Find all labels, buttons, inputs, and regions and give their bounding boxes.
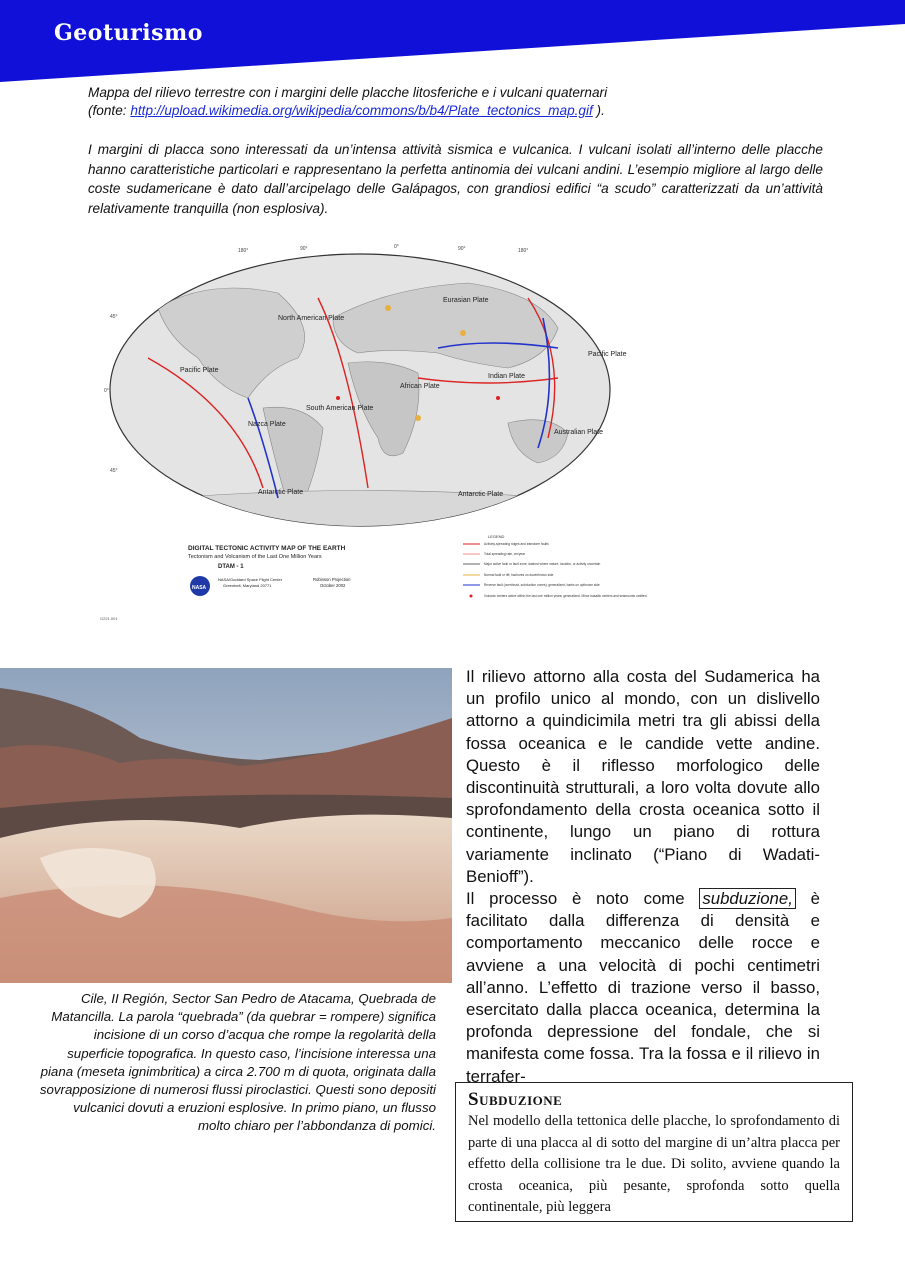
body-text-run: è facilitato dalla differenza di densità e comportamento meccanico delle rocce e avviene a una velocità di pochi centimetri all’anno. L’effetto di trazione verso il basso, esercitato dalla placca oceanica, determina la profonda depressione del fondale, che si manifesta come fossa. Tra la fossa e il rilievo in terrafer- (466, 889, 820, 1086)
map-caption-text: Mappa del rilievo terrestre con i margini delle placche litosferiche e i vulcani quaternari (88, 85, 608, 100)
longitude-label: 90° (458, 246, 466, 252)
plate-label: Australian Plate (554, 429, 604, 436)
legend-item: Normal fault or rift; hachures on downthrown side (484, 573, 554, 577)
latitude-label: 0° (104, 388, 109, 394)
map-source-link[interactable]: http://upload.wikimedia.org/wikipedia/commons/b/b4/Plate_tectonics_map.gif (130, 103, 593, 118)
map-agency: NASA/Goddard Space Flight Center (218, 577, 283, 582)
latitude-label: 45° (110, 314, 118, 320)
legend-title: LEGEND (488, 534, 505, 539)
glossary-title: Subduzione (468, 1089, 563, 1110)
map-projection: Robinson Projection (313, 577, 351, 582)
plate-label: Antarctic Plate (258, 489, 304, 496)
plate-label: African Plate (400, 383, 440, 390)
figure-id: G221.001 (100, 616, 118, 621)
plate-label: North American Plate (278, 315, 345, 322)
plate-label: Nazca Plate (248, 421, 286, 428)
plate-label: Pacific Plate (180, 367, 219, 374)
intro-paragraph: I margini di placca sono interessati da un’intensa attività sismica e vulcanica. I vulcani isolati all’interno delle placche hanno caratteristiche particolari e rappresentano la perfetta antinomia dei vulcani andini. L’esempio migliore al largo delle coste sudamericane è dato dall’arcipelago delle Galápagos, con grandiosi edifici “a scudo” caratterizzati da un’attività relativamente tranquilla (non esplosiva). (88, 142, 823, 216)
plate-label: Pacific Plate (588, 351, 627, 358)
map-subtitle: Tectonism and Volcanism of the Last One Million Years (188, 554, 322, 560)
plate-label: Indian Plate (488, 373, 525, 380)
body-paragraph (466, 888, 820, 1088)
map-code: DTAM - 1 (218, 564, 244, 570)
legend-item: Reverse fault (overthrust, subduction zones); generalized; barbs on upthrown side (484, 583, 600, 587)
glossary-definition: Nel modello della tettonica delle placche, lo sprofondamento di parte di una placca al di sotto del margine di un’altra placca per effetto della collisione tra le due. Di solito, avviene quando la crosta oceanica, più pesante, sprofonda sotto quella continentale, più leggera (468, 1113, 840, 1215)
map-date: October 2002 (320, 583, 346, 588)
plate-label: South American Plate (306, 405, 374, 412)
legend-item: Volcanic centers active within the last one million years; generalized. Minor basaltic centers and seamounts omitted. (484, 594, 648, 598)
map-caption (88, 84, 848, 120)
longitude-label: 180° (518, 248, 529, 254)
highlighted-term: subduzione, (699, 888, 796, 909)
legend-item: Total spreading rate, cm/year (484, 552, 526, 556)
body-paragraph: Il rilievo attorno alla costa del Sudamerica ha un profilo unico al mondo, con un dislivello attorno a quindicimila metri tra gli abissi della fossa oceanica e le candide vette andine. Questo è il riflesso morfologico delle discontinuità strutturali, a loro volta dovute allo sprofondamento della crosta oceanica sotto il continente, lungo un piano di rottura variamente inclinato (“Piano di Wadati-Benioff”). (466, 667, 820, 886)
map-title: DIGITAL TECTONIC ACTIVITY MAP OF THE EARTH (188, 545, 346, 552)
longitude-label: 0° (394, 244, 399, 250)
map-agency-address: Greenbelt, Maryland 20771 (223, 583, 272, 588)
tectonic-map (88, 238, 648, 628)
section-title: Geoturismo (54, 20, 203, 46)
glossary-box (455, 1082, 853, 1222)
longitude-label: 90° (300, 246, 308, 252)
legend-item: Major active fault or fault zone; dashed where nature, location, or activity uncertain (484, 562, 601, 566)
latitude-label: 45° (110, 468, 118, 474)
map-source-prefix: (fonte: (88, 103, 131, 118)
photo-caption: Cile, II Región, Sector San Pedro de Atacama, Quebrada de Matancilla. La parola “quebrada” (da quebrar = rompere) significa incisione di un corso d’acqua che rompe la regolarità della superficie topografica. In questo caso, l’incisione interessa una piana (meseta ignimbritica) a circa 2.700 m di quota, originata dalla sovrapposizione di numerosi flussi piroclastici. Questi sono depositi vulcanici dovuti a eruzioni esplosive. In primo piano, un flusso molto chiaro per l’abbondanza di pomici. (39, 991, 436, 1134)
map-titleblock (100, 545, 351, 621)
page-header (0, 0, 905, 82)
plate-label: Eurasian Plate (443, 297, 489, 304)
legend-item: Actively-spreading ridges and transform faults (484, 542, 549, 546)
landscape-photo (0, 668, 452, 983)
body-text (466, 666, 820, 1088)
nasa-logo-text: NASA (192, 585, 207, 591)
body-text-run: Il processo è noto come (466, 889, 700, 909)
map-source-suffix: ). (592, 103, 605, 118)
plate-label: Antarctic Plate (458, 491, 504, 498)
map-legend (463, 534, 647, 598)
longitude-label: 180° (238, 248, 249, 254)
